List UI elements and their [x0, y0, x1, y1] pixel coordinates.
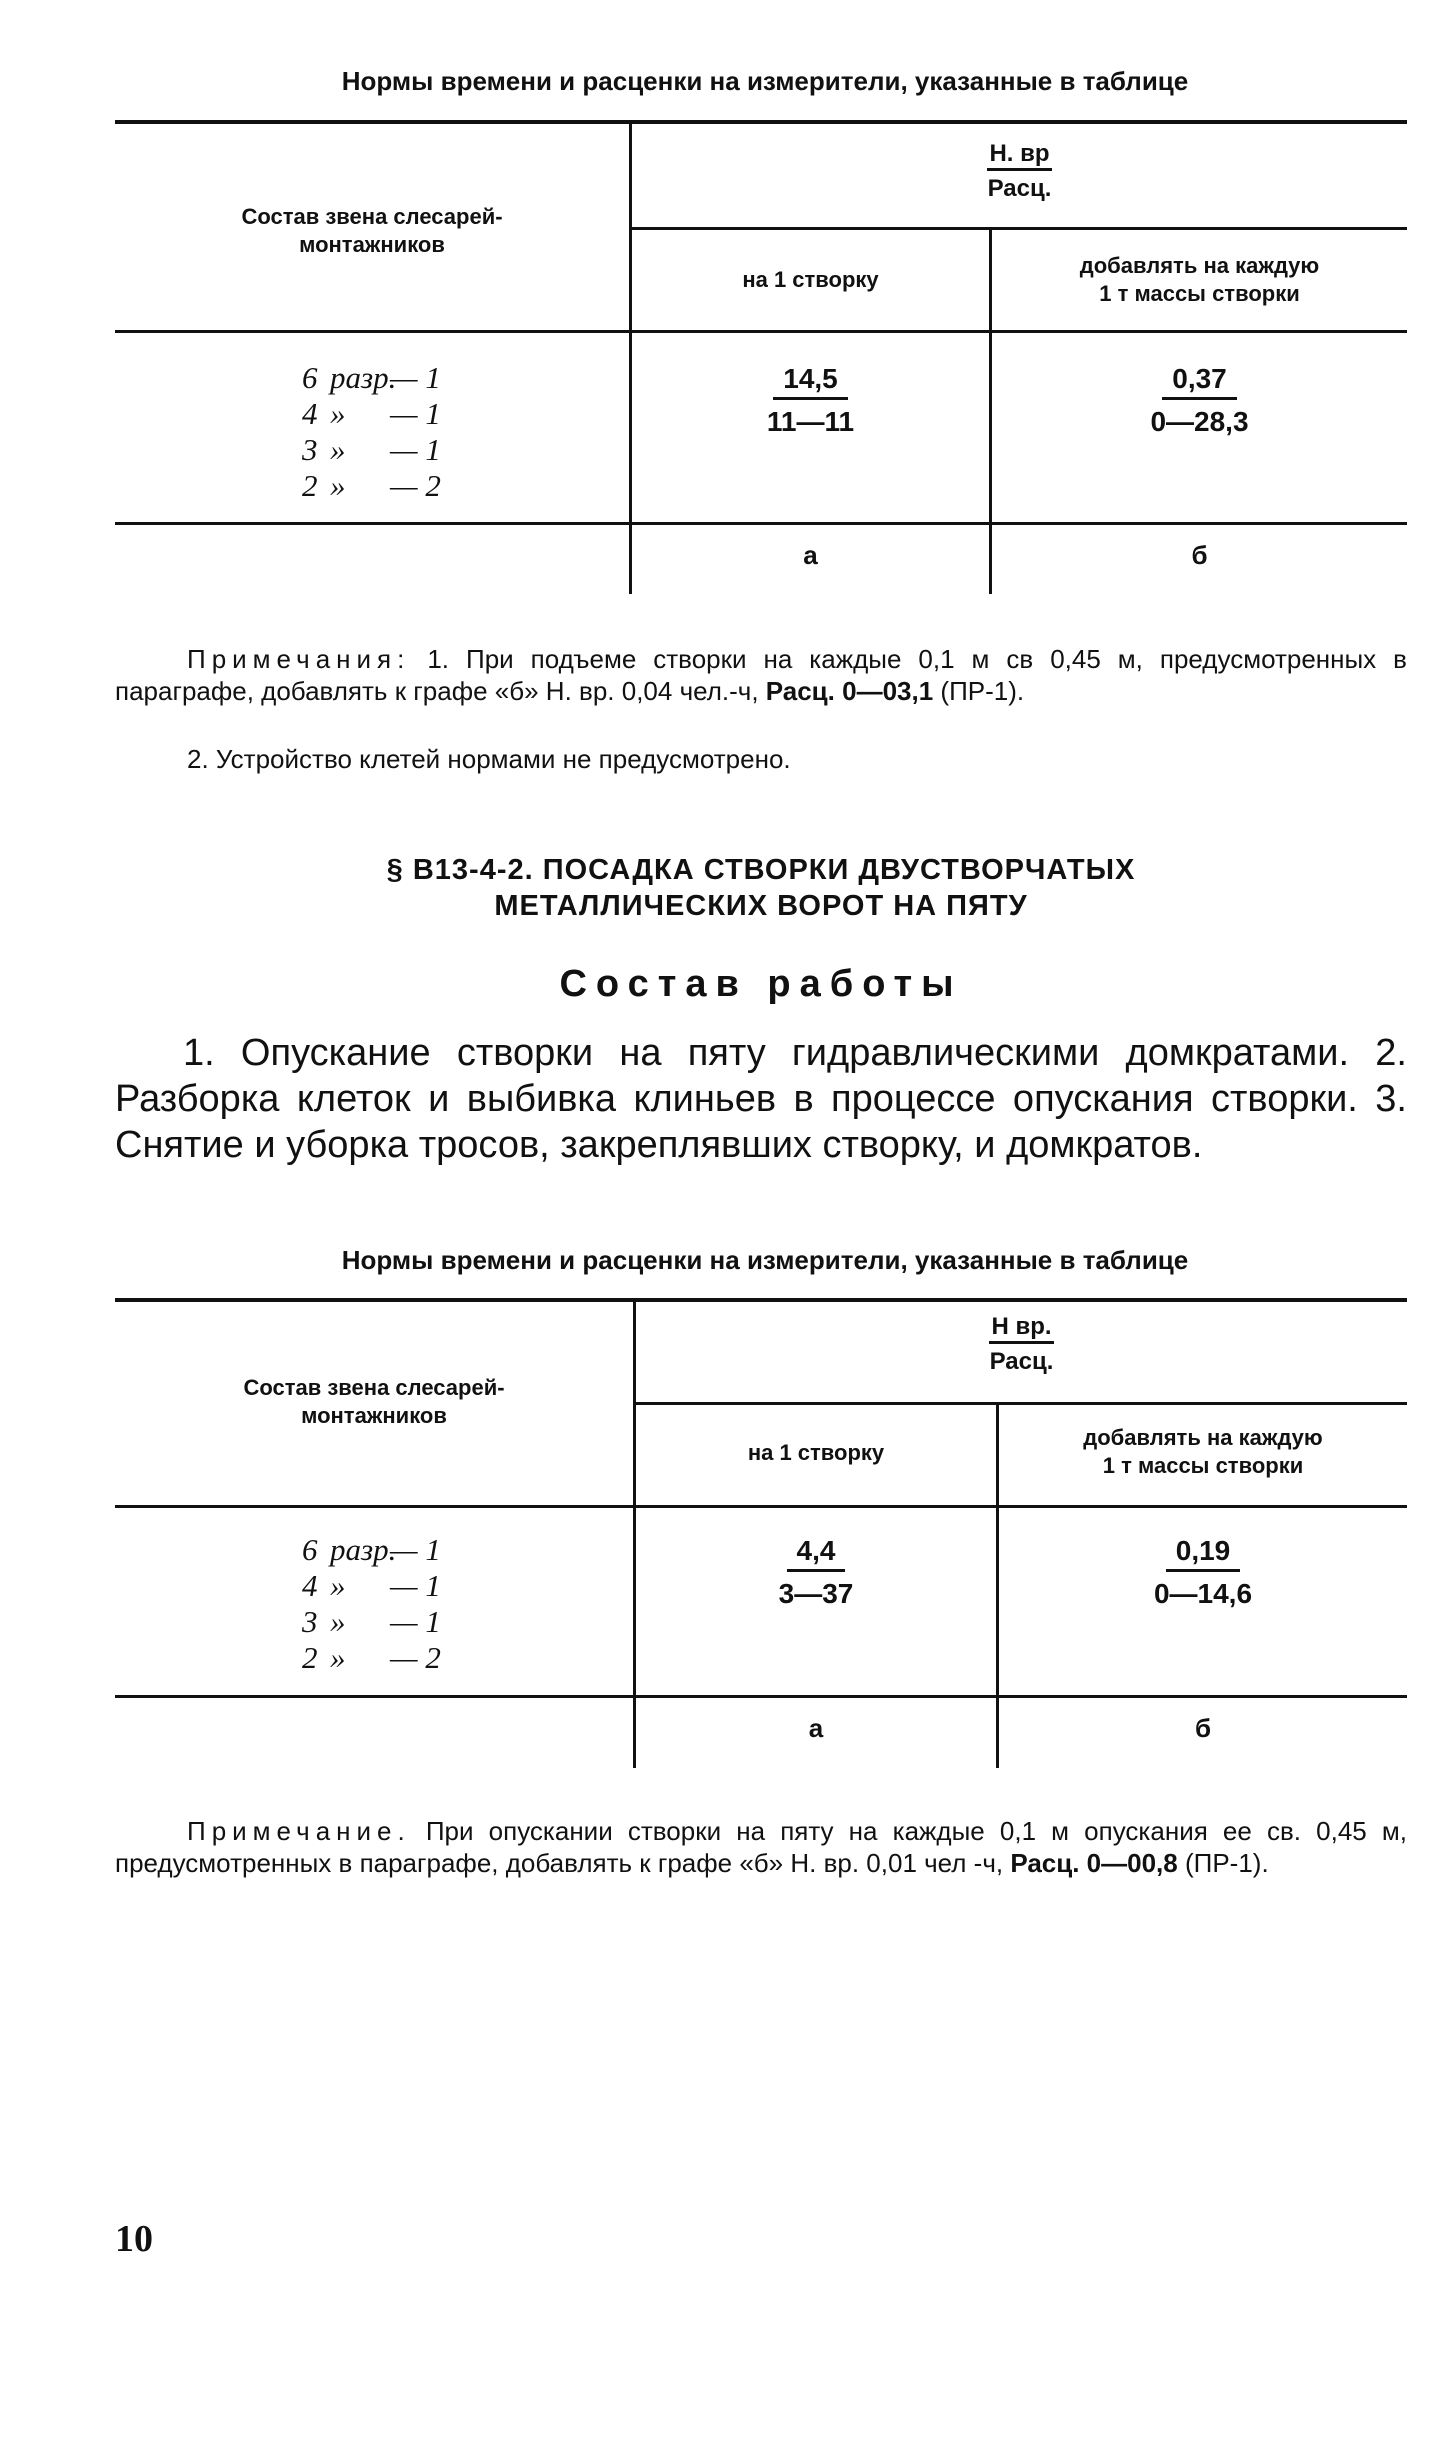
crew-label: разр.: [330, 1532, 397, 1567]
table1-col-a-letter: а: [803, 540, 818, 570]
table1-crew-header-line2: монтажников: [299, 232, 445, 257]
table2-crew-header: [115, 1374, 633, 1430]
table2-header-bottom-rule: [115, 1505, 1407, 1508]
crew-count: — 1: [390, 1604, 441, 1639]
crew-count: — 1: [390, 360, 441, 395]
table2-norm-header: [636, 1313, 1407, 1376]
notes2-text: При опускании створки на пяту на каждые 0,1 м опускания ее св. 0,45 м, предусмотренных в параграфе, добавлять к графе «б» Н. вр. 0,01 чел -ч,: [115, 1816, 1407, 1878]
table2-col-b-value: [999, 1535, 1407, 1610]
table2-col-b-header-line1: добавлять на каждую: [1083, 1425, 1323, 1450]
table2-top-rule: [115, 1298, 1407, 1302]
table2-crew-row: [302, 1568, 460, 1604]
work-composition-text: 1. Опускание створки на пяту гидравлическими домкратами. 2. Разборка клеток и выбивка клиньев в процессе опускания створки. 3. Снятие и уборка тросов, закреплявших створку, и домкратов.: [115, 1032, 1407, 1166]
notes1-line2: 2. Устройство клетей нормами не предусмотрено.: [187, 744, 791, 774]
crew-grade: 3: [302, 432, 318, 467]
table1-col-b-header-line2: 1 т массы створки: [1099, 281, 1300, 306]
notes2-lead: Примечание.: [187, 1816, 411, 1846]
table2-col-b-header-line2: 1 т массы створки: [1102, 1453, 1304, 1478]
table2-crew-header-line2: монтажников: [301, 1403, 447, 1428]
composition-title: Состав работы: [559, 963, 963, 1005]
table2-norm-bottom: Расц.: [989, 1348, 1054, 1375]
table2-crew-list: [302, 1532, 460, 1676]
table2-crew-row: [302, 1532, 460, 1568]
notes1-line1-end: (ПР-1).: [933, 676, 1025, 706]
table2-crew-row: [302, 1604, 460, 1640]
notes2-bold: Расц. 0—00,8: [1010, 1848, 1178, 1878]
table1-header-bottom-rule: [115, 330, 1407, 333]
crew-grade: 2: [302, 468, 318, 503]
table1-caption: Нормы времени и расценки на измерители, указанные в таблице: [341, 66, 1189, 96]
crew-grade: 2: [302, 1640, 318, 1675]
table1-col-b-header: [992, 252, 1407, 308]
crew-count: — 1: [390, 1568, 441, 1603]
crew-label: »: [330, 468, 346, 503]
table1-norm-top: Н. вр: [987, 140, 1051, 171]
table1-col-b-rate: 0—28,3: [1150, 406, 1249, 437]
table2-col-b-letter: б: [1194, 1713, 1212, 1743]
table2-crew-header-line1: Состав звена слесарей-: [243, 1375, 505, 1400]
section-title: [115, 852, 1407, 924]
table1-col-b-value: [992, 363, 1407, 438]
table1-body-bottom-rule: [115, 522, 1407, 525]
table1-crew-row: [302, 396, 460, 432]
table1-subheader-rule: [630, 227, 1407, 230]
crew-count: — 1: [390, 396, 441, 431]
table2-col-b-header: [999, 1424, 1407, 1480]
table2-subheader-rule: [634, 1402, 1407, 1405]
table1-norm-bottom: Расц.: [987, 175, 1052, 202]
table2-col-a-rate: 3—37: [778, 1578, 854, 1609]
table1-col-b-letter: б: [1191, 540, 1208, 570]
notes2-end: (ПР-1).: [1177, 1848, 1269, 1878]
table2-norm-top: Н вр.: [989, 1313, 1053, 1344]
notes1-lead: Примечания:: [187, 644, 411, 674]
section-title-line1: § В13-4-2. ПОСАДКА СТВОРКИ ДВУСТВОРЧАТЫХ: [386, 854, 1136, 886]
table1-col-a-rate: 11—11: [766, 406, 855, 437]
crew-count: — 2: [390, 468, 441, 503]
table2-col-b-norm: 0,19: [1166, 1535, 1241, 1572]
crew-label: »: [330, 1568, 346, 1603]
table1-col-a-value: [632, 363, 989, 438]
crew-label: »: [330, 396, 346, 431]
page-number: 10: [115, 2218, 153, 2260]
table2-col-a-header: на 1 створку: [747, 1440, 885, 1465]
crew-label: »: [330, 1640, 346, 1675]
crew-count: — 2: [390, 1640, 441, 1675]
table1-col-b-norm: 0,37: [1162, 363, 1237, 400]
table2-col-a-letter: а: [808, 1713, 824, 1743]
table1-crew-list: [302, 360, 460, 504]
table2-crew-row: [302, 1640, 460, 1676]
table1-top-rule: [115, 120, 1407, 124]
notes1-paragraph: [115, 643, 1407, 707]
crew-count: — 1: [390, 1532, 441, 1567]
table1-crew-row: [302, 360, 460, 396]
table2-col-a-value: [636, 1535, 996, 1610]
table1-col-a-header: на 1 створку: [742, 267, 879, 292]
notes1-line1-bold: Расц. 0—03,1: [765, 676, 934, 706]
crew-grade: 6: [302, 1532, 318, 1567]
table2-col-a-norm: 4,4: [787, 1535, 846, 1572]
table1-crew-header-line1: Состав звена слесарей-: [241, 204, 503, 229]
table1-crew-row: [302, 468, 460, 504]
crew-grade: 3: [302, 1604, 318, 1639]
crew-count: — 1: [390, 432, 441, 467]
section-title-line2: МЕТАЛЛИЧЕСКИХ ВОРОТ НА ПЯТУ: [494, 890, 1028, 922]
crew-label: »: [330, 432, 346, 467]
notes1-line1: 1. При подъеме створки на каждые 0,1 м св 0,45 м, предусмотренных в параграфе, добавлять к графе «б» Н. вр. 0,04 чел.-ч,: [115, 644, 1407, 706]
table2-col-b-rate: 0—14,6: [1153, 1578, 1253, 1609]
table1-crew-row: [302, 432, 460, 468]
table2-caption: Нормы времени и расценки на измерители, указанные в таблице: [341, 1245, 1189, 1275]
crew-grade: 4: [302, 1568, 318, 1603]
crew-label: разр.: [330, 360, 397, 395]
crew-grade: 4: [302, 396, 318, 431]
crew-label: »: [330, 1604, 346, 1639]
table1-norm-header: [632, 140, 1407, 203]
table1-crew-header: [115, 203, 629, 259]
table1-col-a-norm: 14,5: [773, 363, 848, 400]
table1-col-b-header-line1: добавлять на каждую: [1079, 253, 1320, 278]
table2-body-bottom-rule: [115, 1695, 1407, 1698]
crew-grade: 6: [302, 360, 318, 395]
notes2-paragraph: [115, 1815, 1407, 1879]
